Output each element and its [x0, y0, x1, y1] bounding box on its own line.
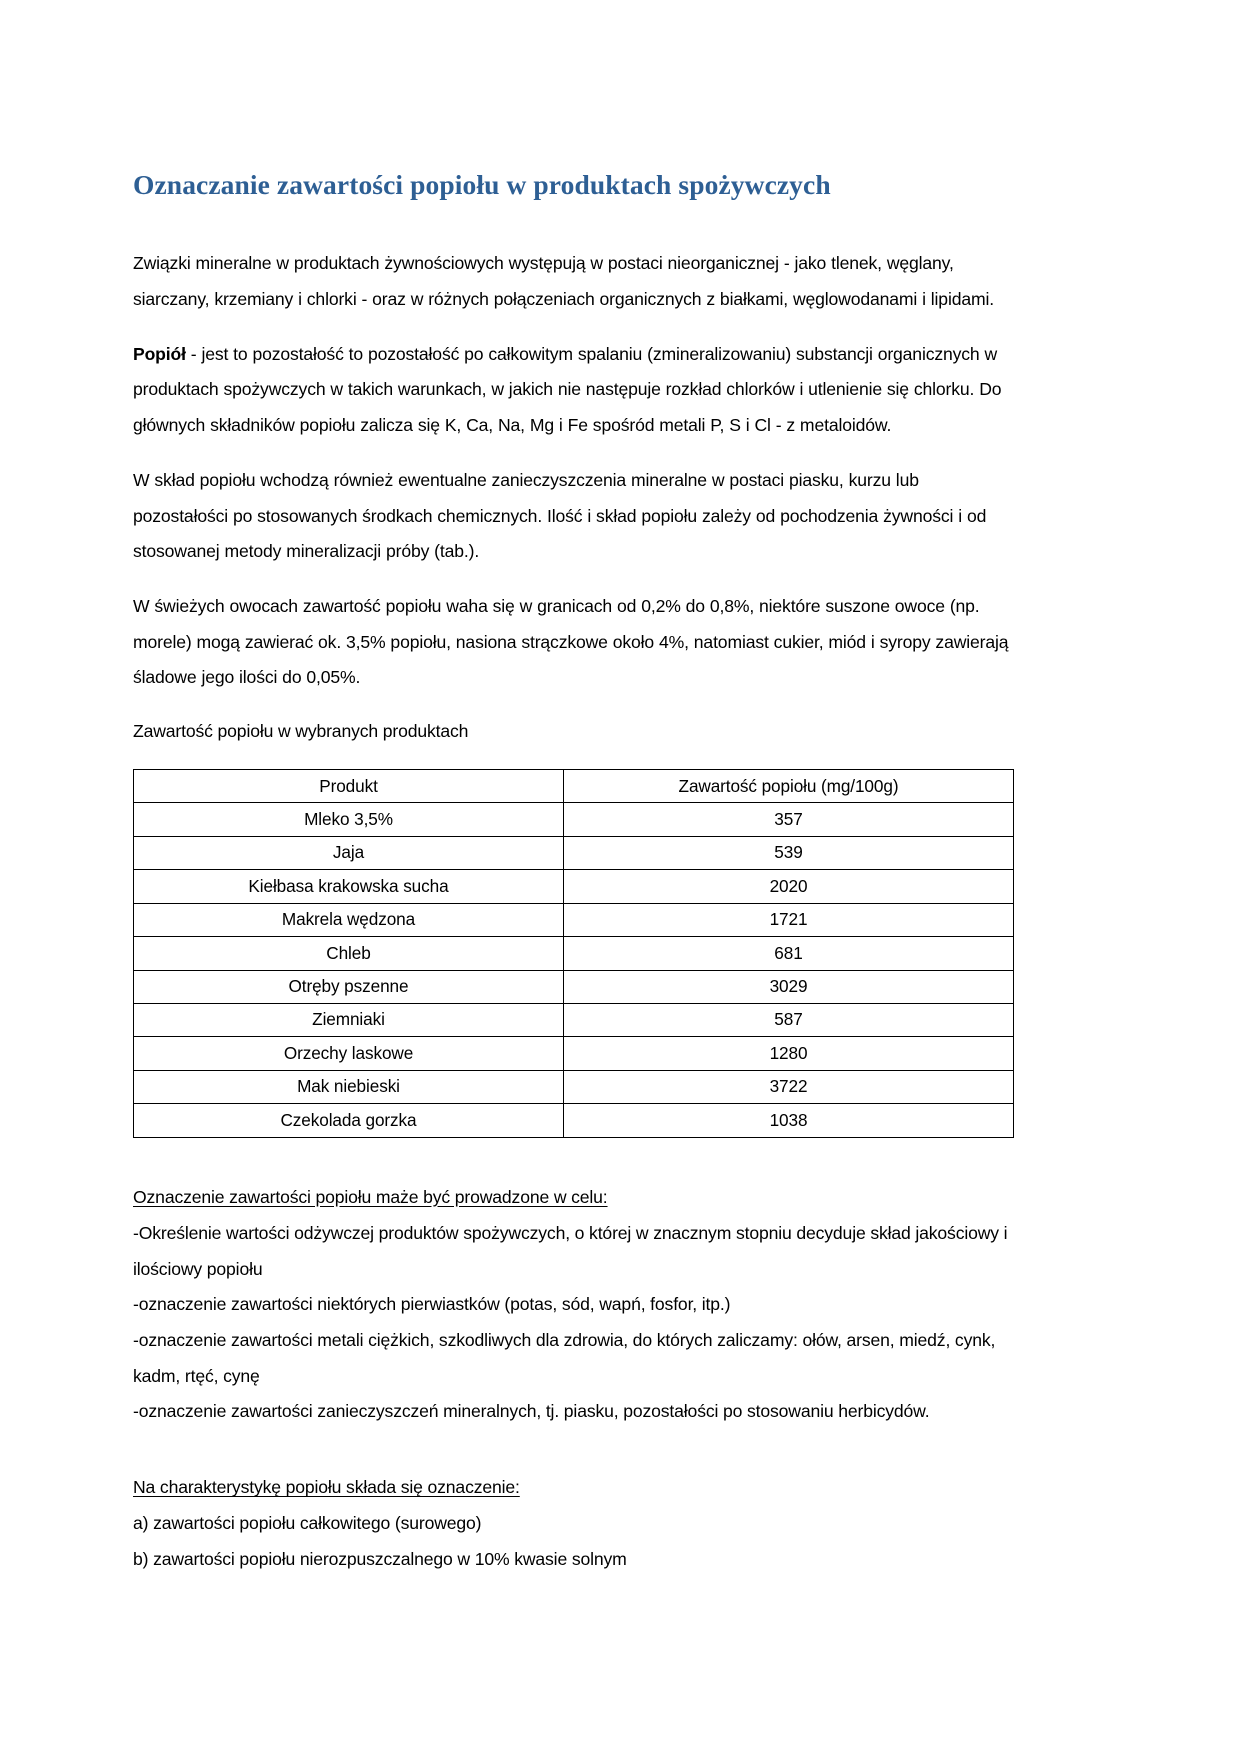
- table-row: [134, 1104, 1014, 1137]
- table-cell-product: Czekolada gorzka: [134, 1104, 564, 1137]
- table-row: [134, 1037, 1014, 1070]
- table-cell-product: Mak niebieski: [134, 1070, 564, 1103]
- table-caption: Zawartość popiołu w wybranych produktach: [133, 721, 469, 742]
- paragraph-popiol-rest: - jest to pozostałość to pozostałość po całkowitym spalaniu (zmineralizowaniu) substancji organicznych w produktach spożywczych w takich warunkach, w jakich nie następuje rozkład chlorków i utlenienie się chlorku. Do głównych składników popiołu zalicza się K, Ca, Na, Mg i Fe spośród metali P, S i Cl - z metaloidów.: [133, 343, 1002, 436]
- section-purpose-item: -oznaczenie zawartości niektórych pierwiastków (potas, sód, wapń, fosfor, itp.): [133, 1294, 731, 1315]
- paragraph-composition: W skład popiołu wchodzą również ewentualne zanieczyszczenia mineralne w postaci piasku, kurzu lub pozostałości po stosowanych środkach chemicznych. Ilość i skład popiołu zależy od pochodzenia żywności i od stosowanej metody mineralizacji próby (tab.).: [133, 469, 987, 562]
- section-purpose: [133, 1180, 1013, 1431]
- table-row: [134, 870, 1014, 903]
- section-characteristics-item: a) zawartości popiołu całkowitego (surowego): [133, 1513, 482, 1534]
- table-header-product: Produkt: [134, 770, 564, 803]
- table-cell-value: 3722: [564, 1070, 1014, 1103]
- table-cell-product: Kiełbasa krakowska sucha: [134, 870, 564, 903]
- table-header-ash-content: Zawartość popiołu (mg/100g): [564, 770, 1014, 803]
- paragraph-fruit-values: W świeżych owocach zawartość popiołu waha się w granicach od 0,2% do 0,8%, niektóre suszone owoce (np. morele) mogą zawierać ok. 3,5% popiołu, nasiona strączkowe około 4%, natomiast cukier, miód i syropy zawierają śladowe jego ilości do 0,05%.: [133, 596, 1009, 688]
- paragraph-intro: Związki mineralne w produktach żywnościowych występują w postaci nieorganicznej - jako tlenek, węglany, siarczany, krzemiany i chlorki - oraz w różnych połączeniach organicznych z białkami, węglowodanami i lipidami.: [133, 253, 994, 310]
- table-cell-value: 1038: [564, 1104, 1014, 1137]
- section-purpose-heading-wrap: [133, 1180, 1013, 1216]
- table-cell-product: Mleko 3,5%: [134, 803, 564, 836]
- section-characteristics-heading: Na charakterystykę popiołu składa się oznaczenie:: [133, 1477, 520, 1498]
- section-purpose-item: -oznaczenie zawartości zanieczyszczeń mineralnych, tj. piasku, pozostałości po stosowaniu herbicydów.: [133, 1401, 930, 1422]
- paragraph-popiol-definition: [133, 337, 1013, 444]
- table-row: [134, 970, 1014, 1003]
- table-row: [134, 836, 1014, 869]
- table-cell-product: Ziemniaki: [134, 1003, 564, 1036]
- table-cell-value: 539: [564, 836, 1014, 869]
- section-purpose-item: -oznaczenie zawartości metali ciężkich, szkodliwych dla zdrowia, do których zaliczamy: ołów, arsen, miedź, cynk, kadm, rtęć, cynę: [133, 1330, 996, 1386]
- document-content: [133, 168, 1013, 1578]
- table-cell-value: 1280: [564, 1037, 1014, 1070]
- table-row: [134, 1070, 1014, 1103]
- table-header-row: [134, 770, 1014, 803]
- section-purpose-item: -Określenie wartości odżywczej produktów spożywczych, o której w znacznym stopniu decyduje skład jakościowy i ilościowy popiołu: [133, 1222, 1008, 1279]
- table-row: [134, 1003, 1014, 1036]
- table-cell-value: 3029: [564, 970, 1014, 1003]
- table-cell-product: Makrela wędzona: [134, 903, 564, 936]
- table-cell-value: 2020: [564, 870, 1014, 903]
- section-characteristics-heading-wrap: [133, 1470, 1013, 1506]
- table-cell-product: Orzechy laskowe: [134, 1037, 564, 1070]
- section-characteristics-item: b) zawartości popiołu nierozpuszczalnego w 10% kwasie solnym: [133, 1549, 627, 1570]
- table-cell-product: Jaja: [134, 836, 564, 869]
- table-cell-product: Otręby pszenne: [134, 970, 564, 1003]
- section-characteristics: [133, 1470, 1013, 1578]
- section-purpose-heading: Oznaczenie zawartości popiołu maże być prowadzone w celu:: [133, 1186, 608, 1207]
- ash-content-table: [133, 769, 1014, 1138]
- table-row: [134, 803, 1014, 836]
- paragraph-popiol-lead: Popiół: [133, 343, 186, 364]
- table-row: [134, 903, 1014, 936]
- table-cell-product: Chleb: [134, 937, 564, 970]
- table-row: [134, 937, 1014, 970]
- table-cell-value: 357: [564, 803, 1014, 836]
- page-title: Oznaczanie zawartości popiołu w produktach spożywczych: [133, 169, 831, 200]
- table-cell-value: 587: [564, 1003, 1014, 1036]
- table-cell-value: 1721: [564, 903, 1014, 936]
- table-cell-value: 681: [564, 937, 1014, 970]
